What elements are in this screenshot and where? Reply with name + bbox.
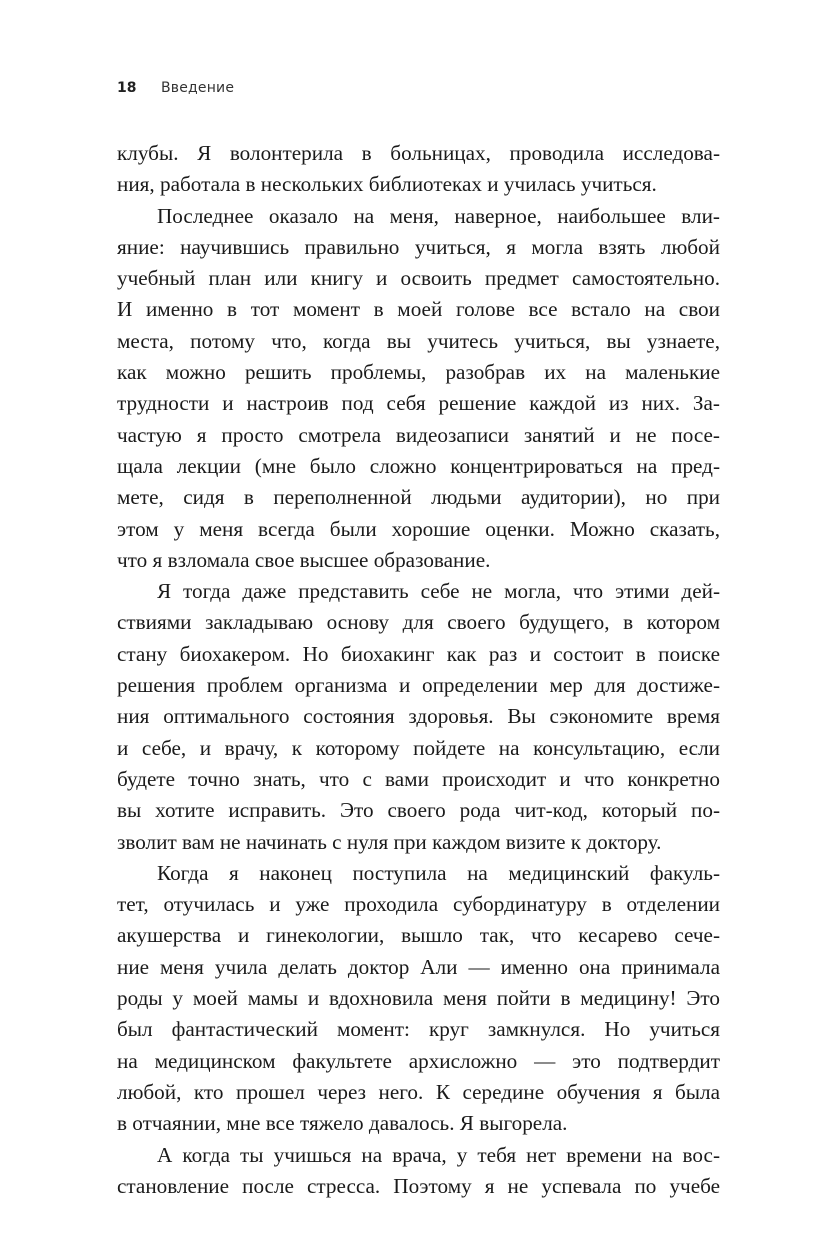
text-line: щала лекции (мне было сложно концентрироваться на пред- (117, 453, 720, 478)
text-line: вы хотите исправить. Это своего рода чит-код, который по- (117, 798, 720, 823)
text-line: что я взломала свое высшее образование. (117, 547, 491, 572)
paragraph (117, 201, 720, 577)
running-header (117, 80, 234, 100)
text-line: ния, работала в нескольких библиотеках и училась учиться. (117, 172, 657, 197)
text-line: становление после стресса. Поэтому я не успевала по учебе (117, 1173, 720, 1198)
text-line: ние меня учила делать доктор Али — именно она принимала (117, 954, 720, 979)
text-line: Когда я наконец поступила на медицинский факуль- (157, 860, 720, 885)
text-line: акушерства и гинекологии, вышло так, что кесарево сече- (117, 923, 720, 948)
paragraph (117, 576, 720, 858)
text-line: частую я просто смотрела видеозаписи занятий и не посе- (117, 422, 720, 447)
text-line: и себе, и врачу, к которому пойдете на консультацию, если (117, 735, 720, 760)
text-line: места, потому что, когда вы учитесь учиться, вы узнаете, (117, 328, 720, 353)
text-line: ствиями закладываю основу для своего будущего, в котором (117, 610, 720, 635)
text-line: роды у моей мамы и вдохновила меня пойти в медицину! Это (117, 986, 720, 1011)
text-line: трудности и настроив под себя решение каждой из них. За- (117, 391, 720, 416)
text-line: зволит вам не начинать с нуля при каждом визите к доктору. (117, 829, 662, 854)
text-line: яние: научившись правильно учиться, я могла взять любой (117, 234, 720, 259)
text-line: стану биохакером. Но биохакинг как раз и состоит в поиске (117, 641, 720, 666)
paragraph (117, 138, 720, 201)
text-line: решения проблем организма и определении мер для достиже- (117, 673, 720, 698)
text-line: тет, отучилась и уже проходила субординатуру в отделении (117, 892, 720, 917)
page-number: 18 (117, 80, 137, 96)
text-line: в отчаянии, мне все тяжело давалось. Я выгорела. (117, 1111, 568, 1136)
body-text (117, 138, 720, 1202)
text-line: был фантастический момент: круг замкнулся. Но учиться (117, 1017, 720, 1042)
text-line: мете, сидя в переполненной людьми аудитории), но при (117, 485, 720, 510)
section-title: Введение (160, 80, 235, 96)
paragraph (117, 1140, 720, 1203)
text-line: А когда ты учишься на врача, у тебя нет времени на вос- (157, 1142, 720, 1167)
text-line: этом у меня всегда были хорошие оценки. Можно сказать, (117, 516, 720, 541)
text-line: Я тогда даже представить себе не могла, что этими дей- (157, 579, 720, 604)
text-line: клубы. Я волонтерила в больницах, проводила исследова- (117, 141, 720, 165)
text-line: И именно в тот момент в моей голове все встало на свои (117, 297, 720, 322)
text-line: ния оптимального состояния здоровья. Вы сэкономите время (117, 704, 720, 729)
text-line: как можно решить проблемы, разобрав их на маленькие (117, 360, 720, 385)
paragraph (117, 858, 720, 1140)
text-line: учебный план или книгу и освоить предмет самостоятельно. (117, 266, 720, 291)
text-line: любой, кто прошел через него. К середине обучения я была (117, 1079, 720, 1104)
text-line: будете точно знать, что с вами происходит и что конкретно (117, 766, 720, 791)
text-line: на медицинском факультете архисложно — это подтвердит (117, 1048, 720, 1073)
text-line: Последнее оказало на меня, наверное, наибольшее вли- (157, 203, 720, 228)
